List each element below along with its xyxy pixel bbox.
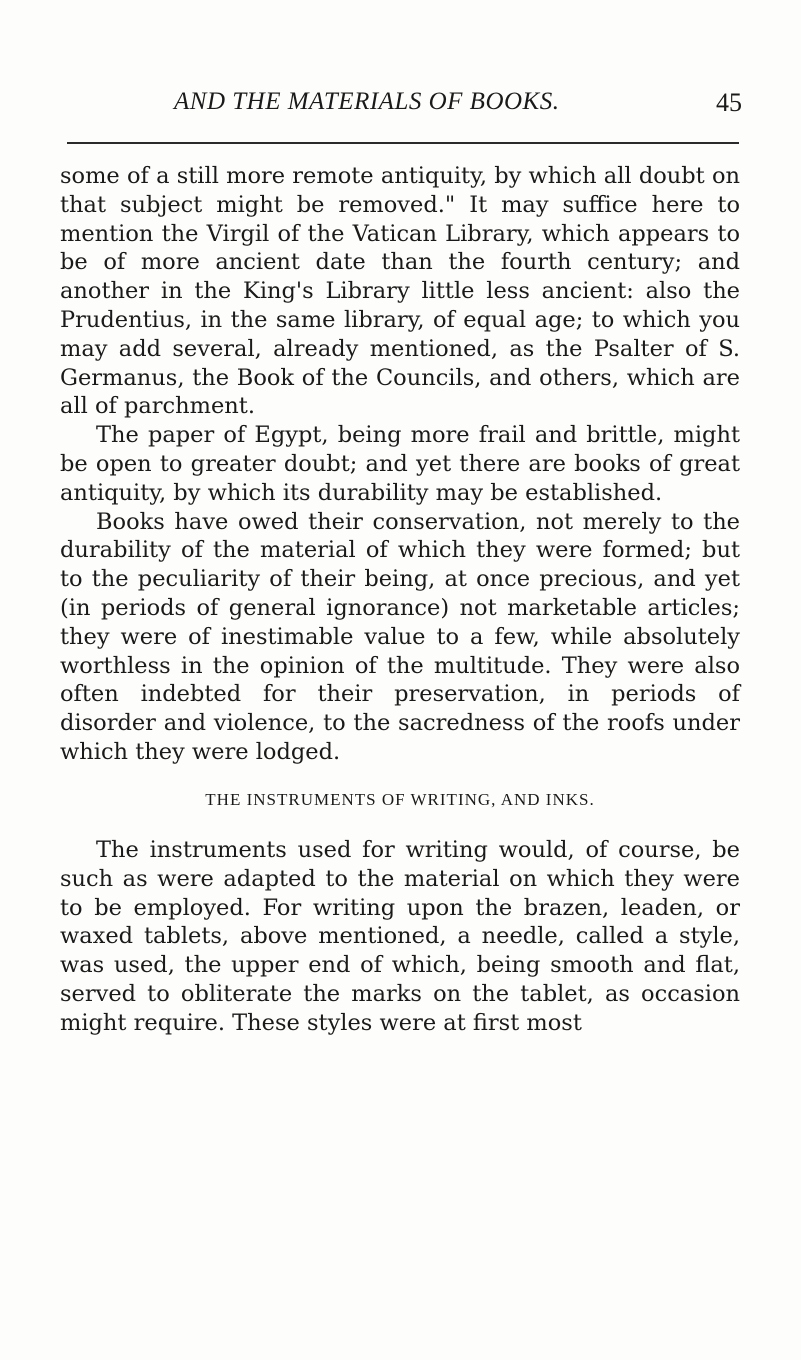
section-body-text [60, 836, 740, 1038]
page-number: 45 [716, 88, 742, 117]
paragraph-book-conservation: Books have owed their conservation, not merely to the durability of the material of which they were formed; but to the peculiarity of their being, at once precious, and yet (in periods of general ignorance) not marketable articles; they were of inestimable value to a few, while absolutely worthless in the opinion of the multitude. They were also often indebted for their preservation, in periods of disorder and violence, to the sacredness of the roofs under which they were lodged. [60, 508, 740, 765]
running-header [62, 88, 742, 128]
section-heading: THE INSTRUMENTS OF WRITING, AND INKS. [205, 790, 595, 809]
running-header-title: AND THE MATERIALS OF BOOKS. [174, 88, 560, 115]
paragraph-instruments: The instruments used for writing would, of course, be such as were adapted to the material on which they were to be employed. For writing upon the brazen, leaden, or waxed tablets, above mentioned, a needle, called a style, was used, the upper end of which, being smooth and flat, served to obliterate the marks on the tablet, as occasion might require. These styles were at first most [60, 837, 740, 1036]
body-text [60, 162, 740, 767]
paragraph-continuation: some of a still more remote antiquity, by which all doubt on that subject might be removed." It may suffice here to mention the Virgil of the Vatican Library, which appears to be of more ancient date than the fourth century; and another in the King's Library little less ancient: also the Prudentius, in the same library, of equal age; to which you may add several, already mentioned, as the Psalter of S. Germanus, the Book of the Councils, and others, which are all of parchment. [60, 163, 740, 420]
header-rule [67, 142, 739, 144]
paragraph-egypt-paper: The paper of Egypt, being more frail and brittle, might be open to greater doubt; and yet there are books of great antiquity, by which its durability may be established. [60, 422, 740, 506]
